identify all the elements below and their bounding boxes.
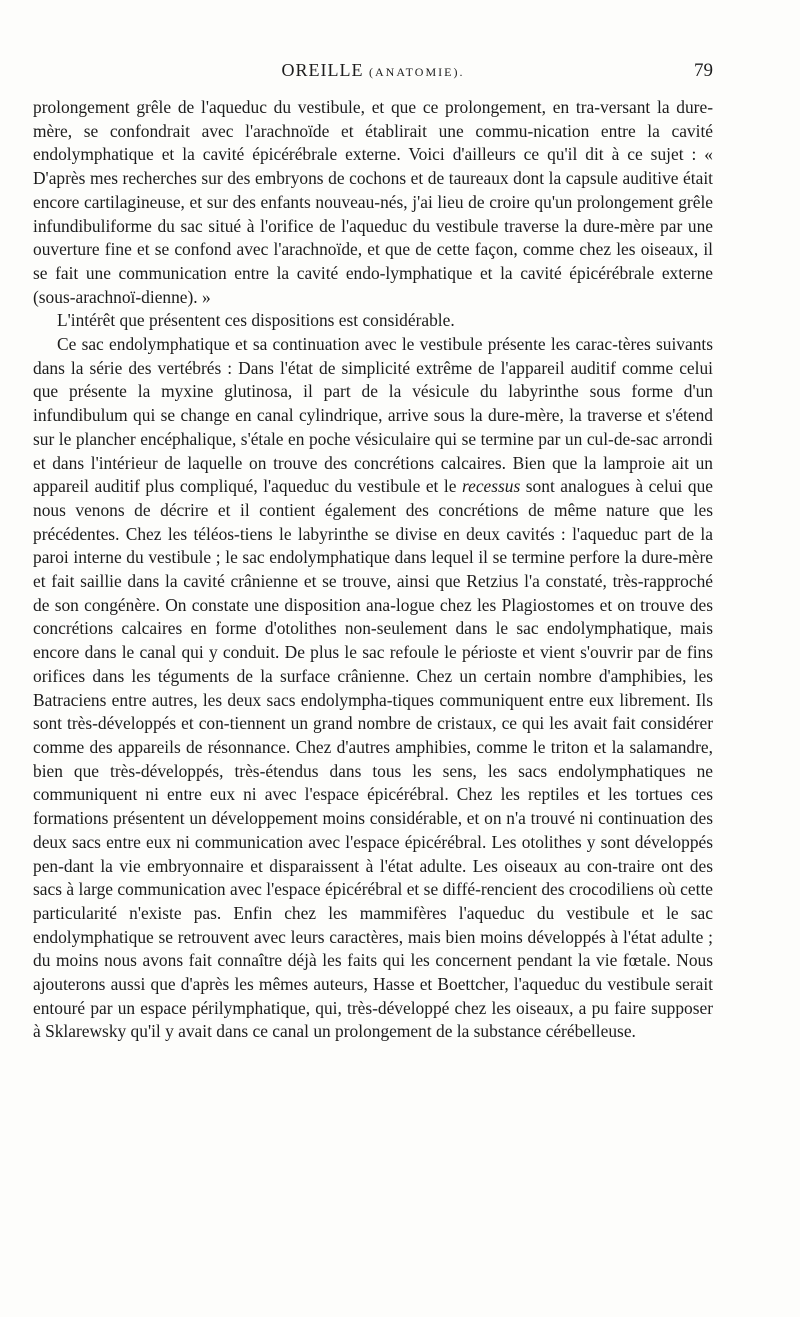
page-number: 79 <box>694 60 713 81</box>
running-head-title: OREILLE <box>281 60 364 80</box>
page-header <box>33 60 713 90</box>
running-head <box>33 60 713 81</box>
paragraph-text: Ce sac endolymphatique et sa continuation avec le vestibule présente les carac-tères suivants dans la série des vertébrés : Dans l'état de simplicité extrême de l'appareil auditif comme celui que présente la myxine glutinosa, il part de la vésicule du labyrinthe sous forme d'un infundibulum qui se change en canal cylindrique, arrive sous la dure-mère, la traverse et s'étend sur le plancher encéphalique, s'étale en poche vésiculaire qui se termine par un cul-de-sac arrondi et dans l'intérieur de laquelle on trouve des concrétions calcaires. Bien que la lamproie ait un appareil auditif plus compliqué, l'aqueduc du vestibule et le <box>33 334 713 497</box>
body-text <box>33 96 713 1044</box>
paragraph-text: sont analogues à celui que nous venons de décrire et il contient également des concrétions de même nature que les précédentes. Chez les téléos-tiens le labyrinthe se divise en deux cavités : l'aqueduc part de la paroi interne du vestibule ; le sac endolymphatique dans lequel il se termine perfore la dure-mère et fait saillie dans la cavité crânienne et se trouve, ainsi que Retzius l'a constaté, très-rapproché de son congénère. On constate une disposition ana-logue chez les Plagiostomes et on trouve des concrétions calcaires en forme d'otolithes non-seulement dans le sac endolymphatique, mais encore dans le canal qui y conduit. De plus le sac refoule le périoste et vient s'ouvrir par de fins orifices dans les téguments de la surface crânienne. Chez un certain nombre d'amphibies, les Batraciens entre autres, les deux sacs endolympha-tiques communiquent entre eux librement. Ils sont très-développés et con-tiennent un grand nombre de cristaux, ce qui les avait fait considérer comme des appareils de résonnance. Chez d'autres amphibies, comme le triton et la salamandre, bien que très-développés, très-étendus dans tous les sens, les sacs endolymphatiques ne communiquent ni entre eux ni avec l'espace épicérébral. Chez les reptiles et les tortues ces formations présentent un développement moins considérable, et on n'a trouvé ni continuation des deux sacs entre eux ni communication avec l'espace épicérébral. Les otolithes y sont développés pen-dant la vie embryonnaire et disparaissent à l'état adulte. Les oiseaux au con-traire ont des sacs à large communication avec l'espace épicérébral et se diffé-rencient des crocodiliens où cette particularité n'existe pas. Enfin chez les mammifères l'aqueduc du vestibule et le sac endolymphatique se retrouvent avec leurs caractères, mais bien moins développés à l'état adulte ; du moins nous avons fait connaître déjà les faits qui les concernent pendant la vie fœtale. Nous ajouterons aussi que d'après les mêmes auteurs, Hasse et Boettcher, l'aqueduc du vestibule serait entouré par un espace périlymphatique, qui, très-développé chez les oiseaux, a pu faire supposer à Sklarewsky qu'il y avait dans ce canal un prolongement de la substance cérébelleuse. <box>33 476 713 1042</box>
running-head-subtitle: (ANATOMIE). <box>369 65 465 79</box>
paragraph <box>33 309 713 333</box>
paragraph <box>33 333 713 1044</box>
paragraph-continuation <box>33 96 713 309</box>
paragraph-text: L'intérêt que présentent ces dispositions est considérable. <box>57 310 455 331</box>
italic-term: recessus <box>461 476 521 497</box>
paragraph-text: prolongement grêle de l'aqueduc du vestibule, et que ce prolongement, en tra-versant la dure-mère, se confondrait avec l'arachnoïde et établirait une commu-nication entre la cavité endolymphatique et la cavité épicérébrale externe. Voici d'ailleurs ce qu'il dit à ce sujet : « D'après mes recherches sur des embryons de cochons et de taureaux dont la capsule auditive était encore cartilagineuse, et sur des enfants nouveau-nés, j'ai lieu de croire qu'un prolongement grêle infundibuliforme du sac situé à l'orifice de l'aqueduc du vestibule traverse la dure-mère par une ouverture fine et se confond avec l'arachnoïde, et que de cette façon, comme chez les oiseaux, il se fait une communication entre la cavité endo-lymphatique et la cavité épicérébrale externe (sous-arachnoï-dienne). » <box>33 97 713 307</box>
